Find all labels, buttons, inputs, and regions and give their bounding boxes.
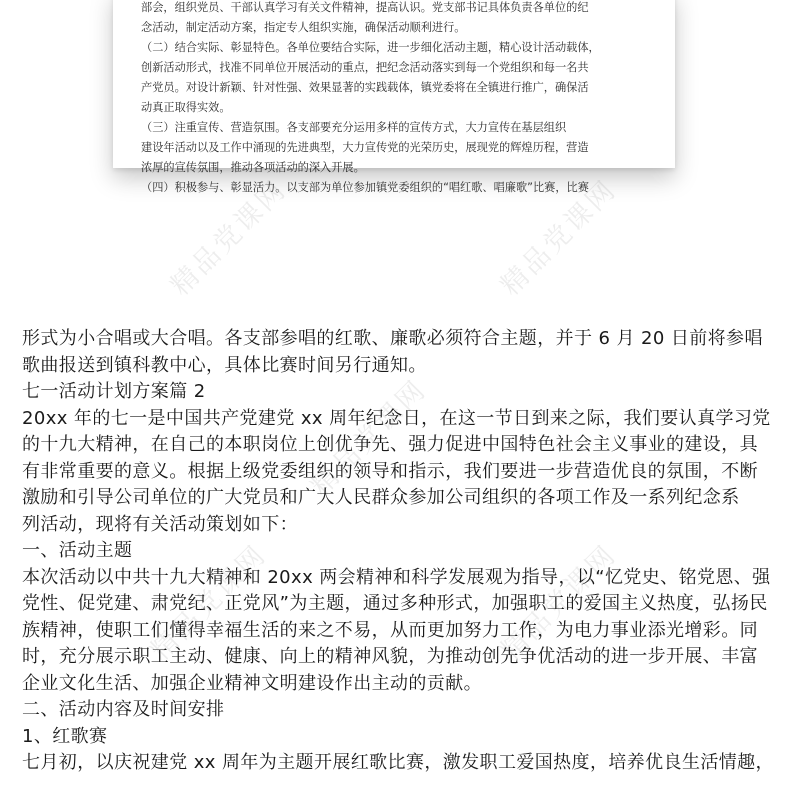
preview-line: 创新活动形式，找准不同单位开展活动的重点，把纪念活动落实到每一个党组织和每一名共 bbox=[141, 61, 589, 74]
preview-line: 浓厚的宣传氛围，推动各项活动的深入开展。 bbox=[141, 161, 365, 174]
preview-line: 建设年活动以及工作中涌现的先进典型，大力宣传党的光荣历史，展现党的辉煌历程，营造 bbox=[141, 141, 589, 154]
preview-line: 产党员。对设计新颖、针对性强、效果显著的实践载体，镇党委将在全镇进行推广，确保活 bbox=[141, 81, 589, 94]
preview-line: （三）注重宣传、营造氛围。各支部要充分运用多样的宣传方式，大力宣传在基层组织 bbox=[141, 121, 567, 134]
section-heading: 一、活动主题 bbox=[22, 540, 133, 561]
body-line: 本次活动以中共十九大精神和 20xx 两会精神和科学发展观为指导，以“忆党史、铭党恩、强 bbox=[22, 566, 771, 588]
section-heading: 七一活动计划方案篇 2 bbox=[22, 381, 206, 402]
body-line: 列活动，现将有关活动策划如下： bbox=[22, 513, 298, 535]
section-heading: 二、活动内容及时间安排 bbox=[22, 699, 225, 720]
body-line: 20xx 年的七一是中国共产党建党 xx 周年纪念日，在这一节日到来之际，我们要认真学习党 bbox=[22, 407, 771, 429]
preview-line: 动真正取得实效。 bbox=[141, 101, 231, 114]
body-line: 时，充分展示职工主动、健康、向上的精神风貌，为推动创先争优活动的进一步开展、丰富 bbox=[22, 646, 758, 667]
body-line: 形式为小合唱或大合唱。各支部参唱的红歌、廉歌必须符合主题，并于 6 月 20 日前将参唱 bbox=[22, 328, 763, 349]
document-body bbox=[22, 326, 792, 777]
body-line: 党性、促党建、肃党纪、正党风”为主题，通过多种形式，加强职工的爱国主义热度，弘扬民 bbox=[22, 593, 768, 614]
body-line: 有非常重要的意义。根据上级党委组织的领导和指示，我们要进一步营造优良的氛围，不断 bbox=[22, 460, 758, 482]
preview-line: 部会，组织党员、干部认真学习有关文件精神，提高认识。党支部书记具体负责各单位的纪 bbox=[141, 1, 589, 14]
watermark-text: 精品党课网 bbox=[304, 373, 433, 502]
subsection-heading: 1、红歌赛 bbox=[22, 725, 108, 747]
body-line: 的十九大精神，在自己的本职岗位上创优争先、强力促进中国特色社会主义事业的建设，具 bbox=[22, 434, 758, 455]
body-line: 族精神，使职工们懂得幸福生活的来之不易，从而更加努力工作，为电力事业添光增彩。同 bbox=[22, 619, 758, 641]
preview-line: （二）结合实际、彰显特色。各单位要结合实际，进一步细化活动主题，精心设计活动载体， bbox=[141, 41, 600, 54]
document-preview-card bbox=[113, 0, 675, 194]
body-line: 激励和引导公司单位的广大党员和广大人民群众参加公司组织的各项工作及一系列纪念系 bbox=[22, 487, 740, 508]
preview-line: 念活动，制定活动方案，指定专人组织实施，确保活动顺利进行。 bbox=[141, 21, 466, 34]
body-line: 歌曲报送到镇科教中心，具体比赛时间另行通知。 bbox=[22, 354, 427, 376]
body-line: 七月初，以庆祝建党 xx 周年为主题开展红歌比赛，激发职工爱国热度，培养优良生活情趣， bbox=[22, 752, 774, 773]
preview-line: （四）积极参与、彰显活力。以支部为单位参加镇党委组织的“唱红歌、唱廉歌”比赛，比赛 bbox=[141, 181, 589, 194]
body-line: 企业文化生活、加强企业精神文明建设作出主动的贡献。 bbox=[22, 672, 482, 694]
watermark-text: 精品党课网 bbox=[494, 173, 623, 302]
watermark-text: 精品党课网 bbox=[164, 173, 293, 302]
watermark-text: 精品党课网 bbox=[144, 538, 273, 667]
watermark-text: 精品党课网 bbox=[494, 538, 623, 667]
